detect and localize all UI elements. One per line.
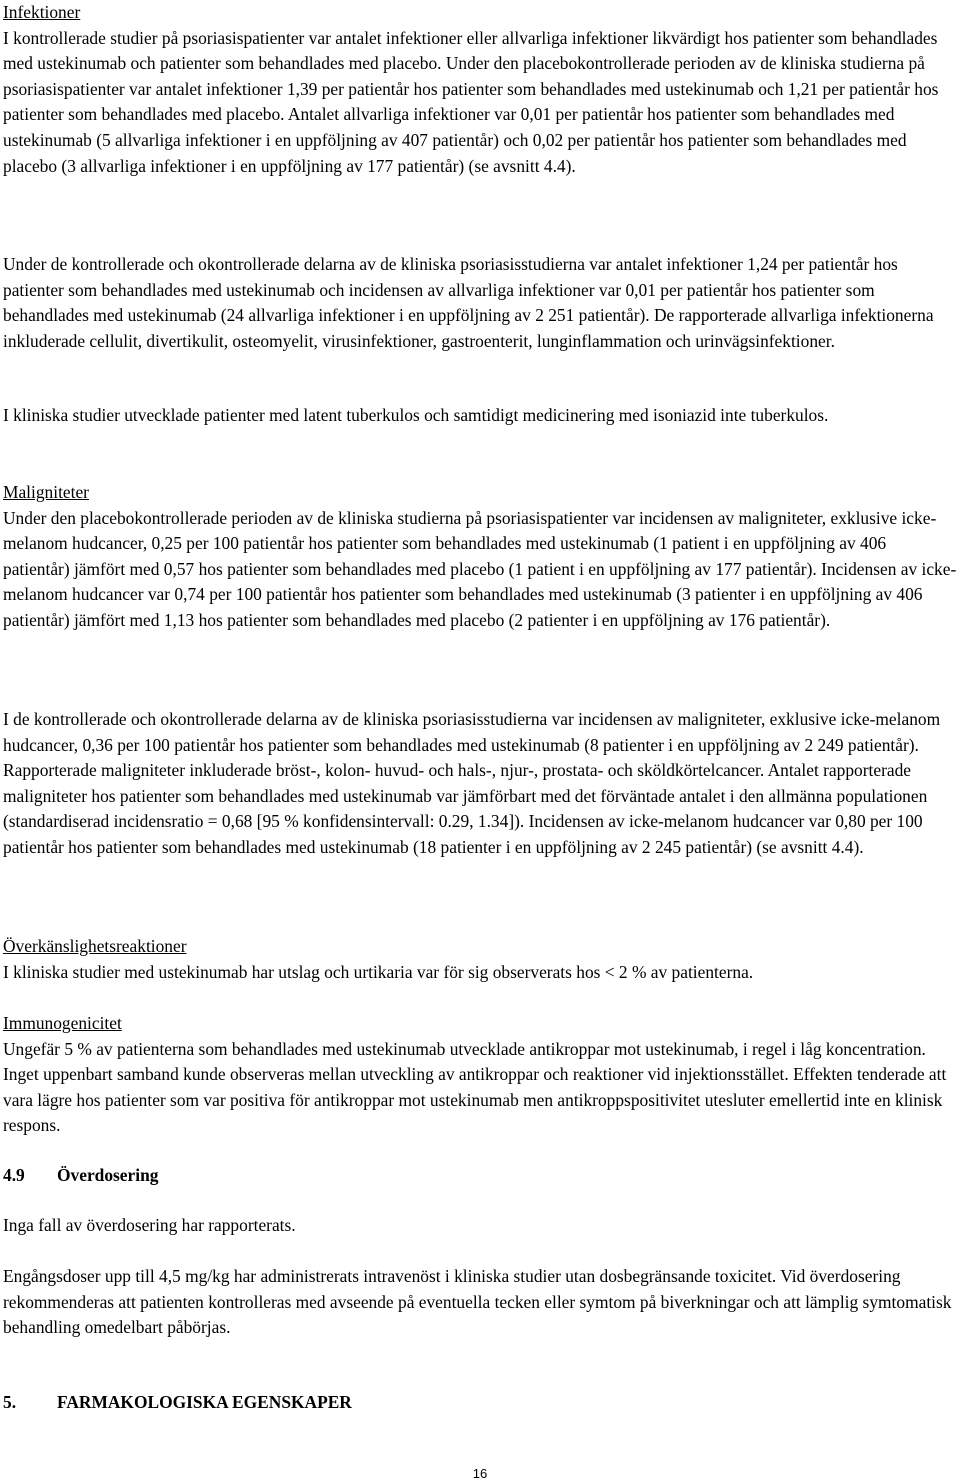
hypersensitivity-heading: Överkänslighetsreaktioner [3,936,187,956]
infections-section-3 [3,403,957,429]
overdose-paragraph-2: Engångsdoser upp till 4,5 mg/kg har administrerats intravenöst i kliniska studier utan dosbegränsande toxicitet. Vid överdosering rekommenderas att patienten kontrolleras med avseende på eventuella tecken eller symtom på biverkningar och att lämplig symtomatisk behandling omedelbart påbörjas. [3,1266,952,1338]
infections-paragraph-3: I kliniska studier utvecklade patienter med latent tuberkulos och samtidigt medicinering med isoniazid inte tuberkulos. [3,405,829,425]
pharmacology-section-number: 5. [3,1392,17,1412]
overdose-section-number: 4.9 [3,1165,25,1185]
hypersensitivity-section [3,934,957,985]
infections-section [3,0,957,179]
malignancies-section [3,480,957,634]
pharmacology-section-title: FARMAKOLOGISKA EGENSKAPER [57,1392,352,1412]
immunogenicity-section [3,1011,957,1139]
malignancies-section-2 [3,707,957,861]
infections-section-2 [3,252,957,354]
immunogenicity-heading: Immunogenicitet [3,1013,122,1033]
malignancies-paragraph-2: I de kontrollerade och okontrollerade delarna av de kliniska psoriasisstudierna var incidensen av maligniteter, exklusive icke-melanom hudcancer, 0,36 per 100 patientår hos patienter som behandlades med ustekinumab (8 patienter i en uppföljning av 2 249 patientår). Rapporterade maligniteter inkluderade bröst-, kolon- huvud- och hals-, njur-, prostata- och sköldkörtelcancer. Antalet rapporterade maligniteter hos patienter som behandlades med ustekinumab var jämförbart med det förväntade antalet i den allmänna populationen (standardiserad incidensratio = 0,68 [95 % konfidensintervall: 0.29, 1.34]). Incidensen av icke-melanom hudcancer var 0,80 per 100 patientår hos patienter som behandlades med ustekinumab (18 patienter i en uppföljning av 2 245 patientår) (se avsnitt 4.4). [3,709,941,857]
overdose-paragraph-1: Inga fall av överdosering har rapporterats. [3,1215,296,1235]
pharmacology-section [3,1390,957,1416]
pharmacology-heading [3,1390,957,1416]
overdose-section-title: Överdosering [57,1165,159,1185]
page-number: 16 [472,1466,488,1481]
overdose-section [3,1163,957,1189]
overdose-paragraph-2-wrap [3,1264,957,1341]
infections-heading: Infektioner [3,2,81,22]
malignancies-paragraph-1: Under den placebokontrollerade perioden av de kliniska studierna på psoriasispatienter var incidensen av maligniteter, exklusive icke-melanom hudcancer, 0,25 per 100 patientår hos patienter som behandlades med ustekinumab (1 patient i en uppföljning av 406 patientår) jämfört med 0,57 hos patienter som behandlades med placebo (1 patient i en uppföljning av 177 patientår). Incidensen av icke-melanom hudcancer var 0,74 per 100 patientår hos patienter som behandlades med ustekinumab (3 patienter i en uppföljning av 406 patientår) jämfört med 1,13 hos patienter som behandlades med placebo (2 patienter i en uppföljning av 176 patientår). [3,507,957,630]
hypersensitivity-paragraph: I kliniska studier med ustekinumab har utslag och urtikaria var för sig observerats hos < 2 % av patienterna. [3,961,754,982]
overdose-heading [3,1163,957,1189]
overdose-paragraph-1-wrap [3,1213,957,1239]
immunogenicity-paragraph: Ungefär 5 % av patienterna som behandlades med ustekinumab utvecklade antikroppar mot ustekinumab, i regel i låg koncentration. Inget uppenbart samband kunde observeras mellan utveckling av antikroppar och reaktioner vid injektionsstället. Effekten tenderade att vara lägre hos patienter som var positiva för antikroppar mot ustekinumab men antikroppspositivitet utesluter emellertid inte en klinisk respons. [3,1038,947,1136]
infections-paragraph-1: I kontrollerade studier på psoriasispatienter var antalet infektioner eller allvarliga infektioner likvärdigt hos patienter som behandlades med ustekinumab och patienter som behandlades med placebo. Under den placebokontrollerade perioden av de kliniska studierna på psoriasispatienter var antalet infektioner 1,39 per patientår hos patienter som behandlades med ustekinumab och 1,21 per patientår hos patienter som behandlades med placebo. Antalet allvarliga infektioner var 0,01 per patientår hos patienter som behandlades med ustekinumab (5 allvarliga infektioner i en uppföljning av 407 patientår) och 0,02 per patientår hos patienter som behandlades med placebo (3 allvarliga infektioner i en uppföljning av 177 patientår) (se avsnitt 4.4). [3,27,939,176]
infections-paragraph-2: Under de kontrollerade och okontrollerade delarna av de kliniska psoriasisstudierna var antalet infektioner 1,24 per patientår hos patienter som behandlades med ustekinumab och incidensen av allvarliga infektioner var 0,01 per patientår hos patienter som behandlades med ustekinumab (24 allvarliga infektioner i en uppföljning av 2 251 patientår). De rapporterade allvarliga infektionerna inkluderade cellulit, divertikulit, osteomyelit, virusinfektioner, gastroenterit, lunginflammation och urinvägsinfektioner. [3,254,934,351]
malignancies-heading: Maligniteter [3,482,89,502]
